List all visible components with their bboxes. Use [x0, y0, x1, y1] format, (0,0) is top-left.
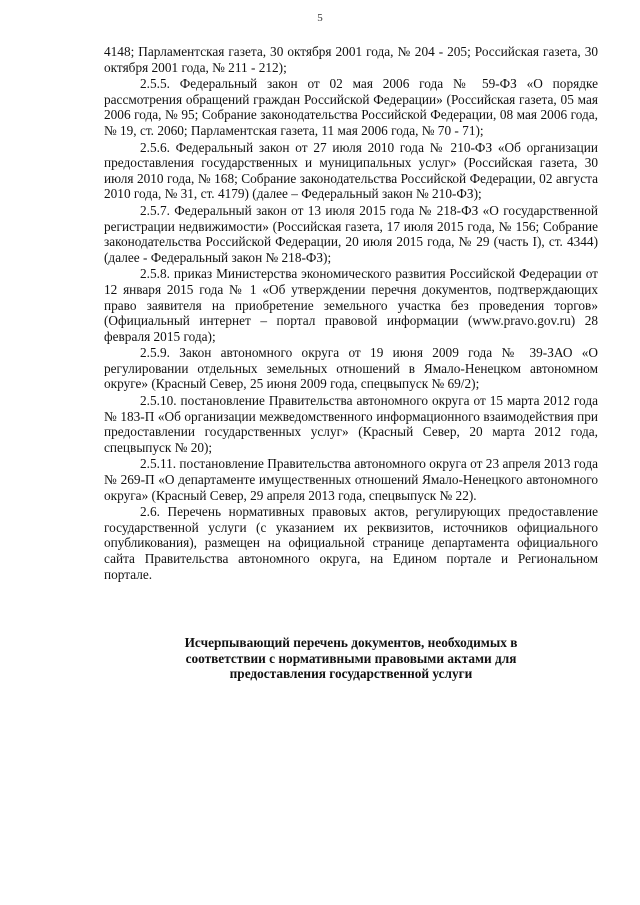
- paragraph-2-5-6: 2.5.6. Федеральный закон от 27 июля 2010 года № 210-ФЗ «Об организации предоставления государственных и муниципальных услуг» (Российская газета, 30 июля 2010 года, № 168; Собрание законодательства Российской Федерации, 02 августа 2010 года, № 31, ст. 4179) (далее – Федеральный закон № 210-ФЗ);: [104, 139, 598, 202]
- paragraph-continuation: 4148; Парламентская газета, 30 октября 2001 года, № 204 - 205; Российская газета, 30 октября 2001 года, № 211 - 212);: [104, 44, 598, 75]
- paragraph-2-5-11: 2.5.11. постановление Правительства автономного округа от 23 апреля 2013 года № 269-П «О департаменте имущественных отношений Ямало-Ненецкого автономного округа» (Красный Север, 29 апреля 2013 года, спецвыпуск № 22).: [104, 456, 598, 503]
- document-body: [104, 44, 598, 583]
- page-number: 5: [317, 12, 323, 24]
- paragraph-2-5-7: 2.5.7. Федеральный закон от 13 июля 2015 года № 218-ФЗ «О государственной регистрации недвижимости» (Российская газета, 17 июля 2015 года, № 156; Собрание законодательства Российской Федерации, 20 июля 2015 года, № 29 (часть I), ст. 4344) (далее - Федеральный закон № 218-ФЗ);: [104, 202, 598, 265]
- heading-line-3: предоставления государственной услуги: [229, 666, 473, 682]
- heading-line-2: соответствии с нормативными правовыми актами для: [185, 650, 517, 666]
- paragraph-2-5-5: 2.5.5. Федеральный закон от 02 мая 2006 года № 59-ФЗ «О порядке рассмотрения обращений граждан Российской Федерации» (Российская газета, 05 мая 2006 года, № 95; Собрание законодательства Российской Федерации, 08 мая 2006 года, № 19, ст. 2060; Парламентская газета, 11 мая 2006 года, № 70 - 71);: [104, 76, 598, 138]
- paragraph-2-5-10: 2.5.10. постановление Правительства автономного округа от 15 марта 2012 года № 183-П «Об организации межведомственного информационного взаимодействия при предоставлении государственных услуг» (Красный Север, 20 марта 2012 года, спецвыпуск № 20);: [104, 393, 598, 455]
- paragraph-2-5-8: 2.5.8. приказ Министерства экономического развития Российской Федерации от 12 января 2015 года № 1 «Об утверждении перечня документов, подтверждающих право заявителя на приобретение земельного участка без проведения торгов» (Официальный интернет – портал правовой информации (www.pravo.gov.ru) 28 февраля 2015 года);: [104, 266, 598, 344]
- paragraph-2-6: 2.6. Перечень нормативных правовых актов, регулирующих предоставление государственной услуги (с указанием их реквизитов, источников официального опубликования), размещен на официальной странице департамента официального сайта Правительства автономного округа, на Едином портале и Региональном портале.: [104, 504, 598, 582]
- paragraph-2-5-9: 2.5.9. Закон автономного округа от 19 июня 2009 года № 39-ЗАО «О регулировании отдельных земельных отношений в Ямало-Ненецком автономном округе» (Красный Север, 25 июня 2009 года, спецвыпуск № 69/2);: [104, 345, 598, 392]
- heading-line-1: Исчерпывающий перечень документов, необходимых в: [184, 635, 518, 650]
- section-heading: [104, 635, 598, 682]
